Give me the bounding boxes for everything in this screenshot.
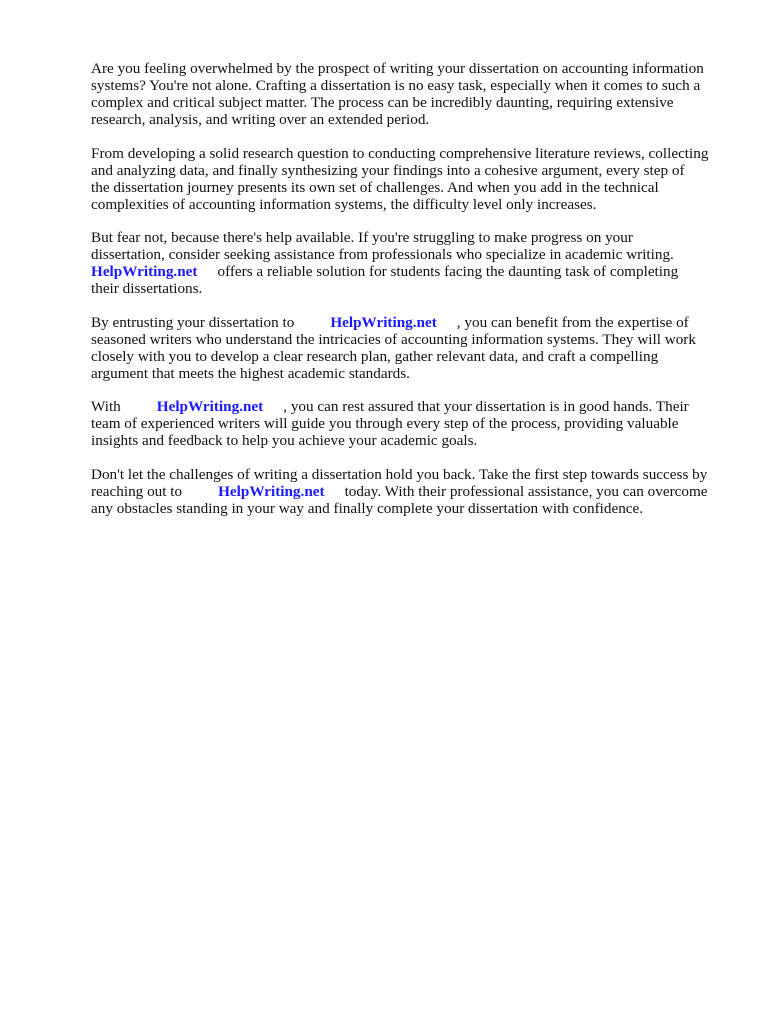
text-line: argument that meets the highest academic standards. [91,364,410,382]
text-line [91,263,731,280]
document-body [91,60,731,533]
text-line: complexities of accounting information systems, the difficulty level only increases. [91,195,597,213]
text-line: and analyzing data, and finally synthesizing your findings into a cohesive argument, every step of [91,161,685,179]
text-segment: By entrusting your dissertation to [91,313,295,331]
helpwriting-link[interactable]: HelpWriting.net [156,398,264,415]
text-line: But fear not, because there's help available. If you're struggling to make progress on your [91,229,633,246]
paragraph-help-available [91,229,731,297]
text-line: closely with you to develop a clear research plan, gather relevant data, and craft a compelling [91,347,659,365]
helpwriting-link[interactable]: HelpWriting.net [91,263,198,280]
text-line: Don't let the challenges of writing a dissertation hold you back. Take the first step towards success by [91,465,708,483]
text-line [91,398,731,415]
text-line: the dissertation journey presents its own set of challenges. And when you add in the technical [91,178,659,196]
helpwriting-link[interactable]: HelpWriting.net [330,313,437,331]
paragraph-good-hands [91,398,731,449]
paragraph-intro [91,60,731,128]
text-line: systems? You're not alone. Crafting a dissertation is no easy task, especially when it comes to such a [91,77,701,94]
text-segment: reaching out to [91,482,183,500]
text-segment: today. With their professional assistance, you can overcome [344,482,708,500]
text-segment: offers a reliable solution for students facing the daunting task of completing [217,263,679,280]
text-line: dissertation, consider seeking assistance from professionals who specialize in academic writing. [91,246,674,263]
text-line [91,483,731,500]
text-line: their dissertations. [91,280,203,297]
text-line: any obstacles standing in your way and finally complete your dissertation with confidence. [91,499,644,517]
helpwriting-link[interactable]: HelpWriting.net [218,482,325,500]
paragraph-call-to-action [91,466,731,517]
text-line: team of experienced writers will guide you through every step of the process, providing valuable [91,415,679,432]
text-line: From developing a solid research question to conducting comprehensive literature reviews, collecting [91,144,709,162]
text-line: research, analysis, and writing over an extended period. [91,111,430,128]
paragraph-entrusting [91,314,731,382]
text-line: Are you feeling overwhelmed by the prospect of writing your dissertation on accounting information [91,60,704,77]
text-line: seasoned writers who understand the intricacies of accounting information systems. They will work [91,330,696,348]
text-line [91,314,731,331]
text-segment: , you can benefit from the expertise of [456,313,689,331]
paragraph-challenges [91,145,731,213]
text-line: complex and critical subject matter. The process can be incredibly daunting, requiring extensive [91,94,674,111]
text-line: insights and feedback to help you achieve your academic goals. [91,432,478,449]
text-segment: With [91,398,121,415]
text-segment: , you can rest assured that your dissertation is in good hands. Their [283,398,689,415]
